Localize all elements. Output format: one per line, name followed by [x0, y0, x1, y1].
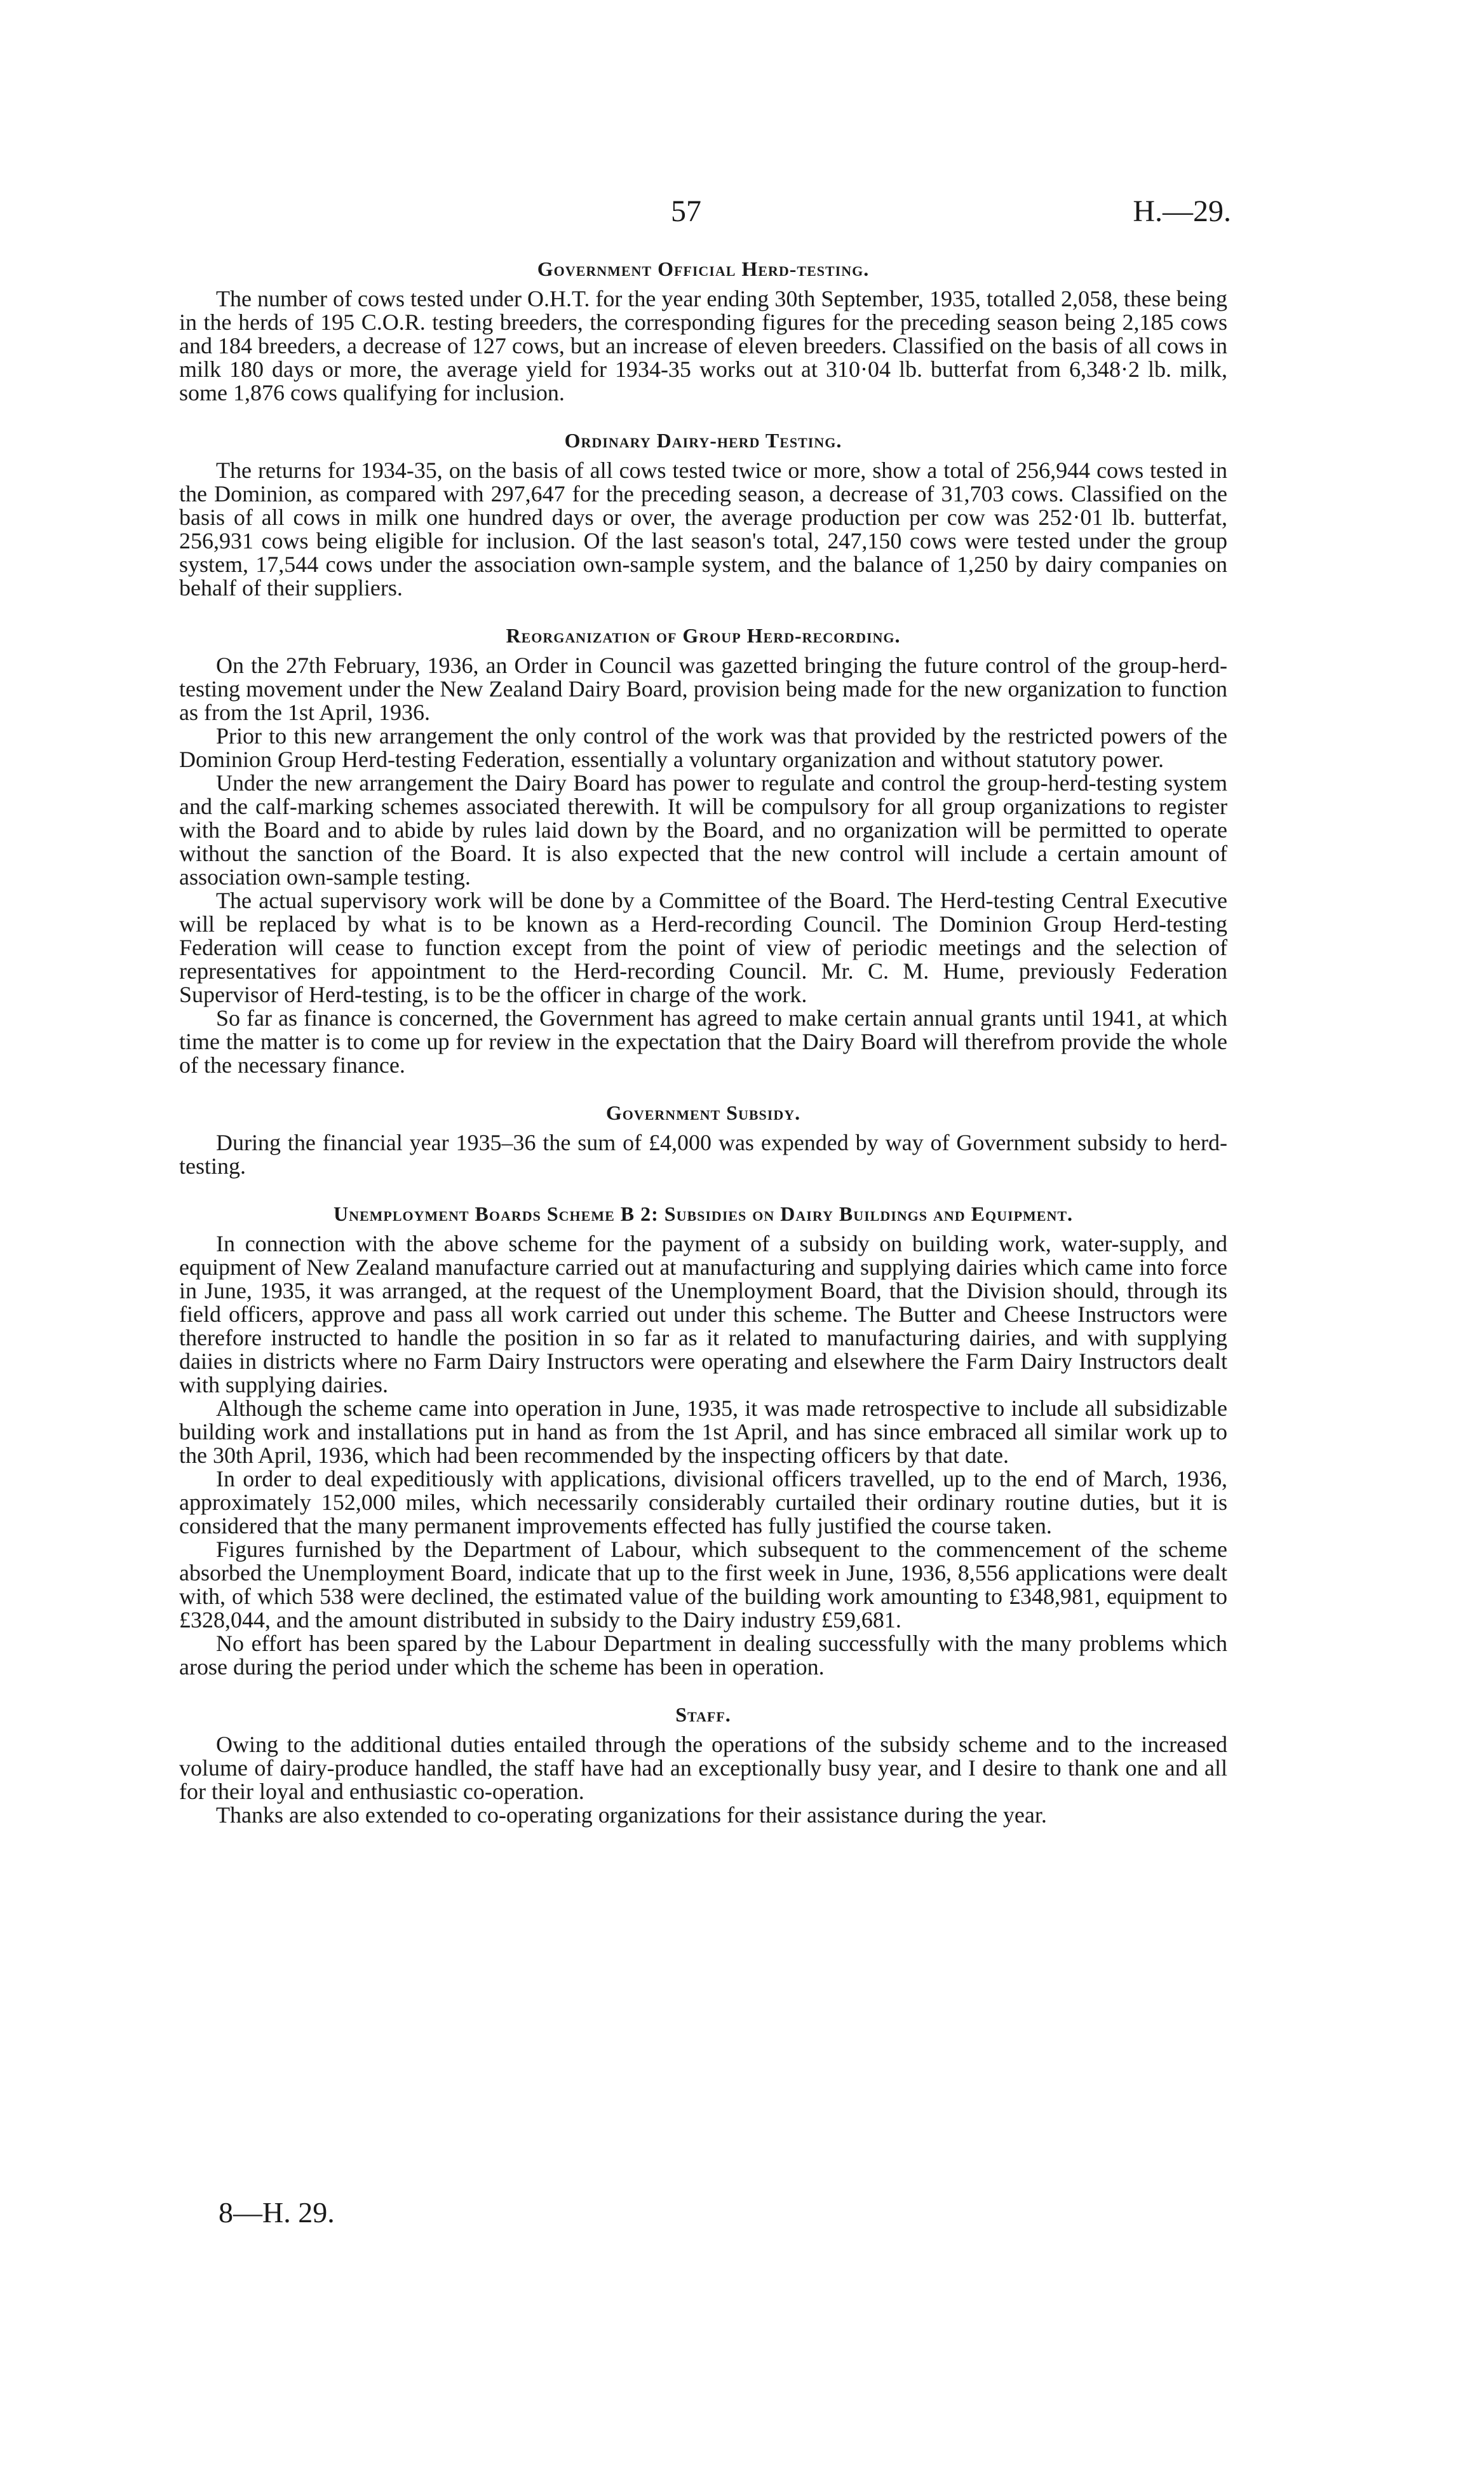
paragraph: Under the new arrangement the Dairy Board has power to regulate and control the group-herd-testing system and the calf-marking schemes associated therewith. It will be compulsory for all group organizations to register with the Board and to abide by rules laid down by the Board, and no organization will be permitted to operate without the sanction of the Board. It is also expected that the new control will include a certain amount of association own-sample testing. [179, 770, 1227, 890]
paragraph: No effort has been spared by the Labour Department in dealing successfully with the many problems which arose during the period under which the scheme has been in operation. [179, 1631, 1227, 1680]
section-reorganization-group-herd-recording [179, 624, 1227, 1077]
paragraph: Figures furnished by the Department of Labour, which subsequent to the commencement of the scheme absorbed the Unemployment Board, indicate that up to the first week in June, 1936, 8,556 applications were dealt with, of which 538 were declined, the estimated value of the building work amounting to £348,981, equipment to £328,044, and the amount distributed in subsidy to the Dairy industry £59,681. [179, 1537, 1227, 1633]
section-heading: Government Official Herd-testing. [537, 257, 870, 280]
paragraph: The returns for 1934-35, on the basis of all cows tested twice or more, show a total of 256,944 cows tested in the Dominion, as compared with 297,647 for the preceding season, a decrease of 31,703 cows. Classified on the basis of all cows in milk one hundred days or over, the average production per cow was 252·01 lb. butterfat, 256,931 cows being eligible for inclusion. Of the last season's total, 247,150 cows were tested under the group system, 17,544 cows under the association own-sample system, and the balance of 1,250 by dairy companies on behalf of their suppliers. [179, 458, 1227, 601]
section-government-official-herd-testing [179, 257, 1227, 405]
paragraph: The actual supervisory work will be done by a Committee of the Board. The Herd-testing Central Executive will be replaced by what is to be known as a Herd-recording Council. The Dominion Group Herd-testing Federation will cease to function except from the point of view of periodic meetings and the selection of representatives for appointment to the Herd-recording Council. Mr. C. M. Hume, previously Federation Supervisor of Herd-testing, is to be the officer in charge of the work. [179, 888, 1227, 1007]
section-government-subsidy [179, 1101, 1227, 1178]
paragraph: In connection with the above scheme for the payment of a subsidy on building work, water-supply, and equipment of New Zealand manufacture carried out at manufacturing and supplying dairies which came into force in June, 1935, it was arranged, at the request of the Unemployment Board, that the Division should, through its field officers, approve and pass all work carried out under this scheme. The Butter and Cheese Instructors were therefore instructed to handle the position in so far as it related to manufacturing dairies, and with supplying daiies in districts where no Farm Dairy Instructors were operating and elsewhere the Farm Dairy Instructors dealt with supplying dairies. [179, 1231, 1227, 1397]
document-reference: H.—29. [1133, 194, 1231, 228]
section-heading: Ordinary Dairy-herd Testing. [564, 429, 842, 452]
section-heading: Government Subsidy. [605, 1101, 801, 1124]
section-ordinary-dairy-herd-testing [179, 429, 1227, 600]
paragraph: Although the scheme came into operation in June, 1935, it was made retrospective to include all subsidizable building work and installations put in hand as from the 1st April, and has since embraced all similar work up to the 30th April, 1936, which had been recommended by the inspecting officers by that date. [179, 1395, 1227, 1468]
page-number: 57 [671, 194, 701, 228]
paragraph: Prior to this new arrangement the only control of the work was that provided by the restricted powers of the Dominion Group Herd-testing Federation, essentially a voluntary organization and without statutory power. [179, 723, 1227, 772]
section-heading: Reorganization of Group Herd-recording. [506, 624, 901, 647]
paragraph: Thanks are also extended to co-operating organizations for their assistance during the year. [216, 1802, 1047, 1828]
document-body [179, 257, 1227, 1827]
section-heading: Staff. [675, 1703, 731, 1726]
section-staff [179, 1703, 1227, 1827]
footer-reference: 8—H. 29. [219, 2196, 335, 2229]
section-heading: Unemployment Boards Scheme B 2: Subsidies on Dairy Buildings and Equipment. [333, 1202, 1074, 1225]
paragraph: On the 27th February, 1936, an Order in Council was gazetted bringing the future control of the group-herd-testing movement under the New Zealand Dairy Board, provision being made for the new organization to function as from the 1st April, 1936. [179, 653, 1227, 725]
paragraph: Owing to the additional duties entailed through the operations of the subsidy scheme and to the increased volume of dairy-produce handled, the staff have had an exceptionally busy year, and I desire to thank one and all for their loyal and enthusiastic co-operation. [179, 1732, 1227, 1804]
section-unemployment-boards-scheme [179, 1202, 1227, 1679]
paragraph: During the financial year 1935–36 the sum of £4,000 was expended by way of Government subsidy to herd-testing. [179, 1130, 1227, 1179]
paragraph: So far as finance is concerned, the Government has agreed to make certain annual grants until 1941, at which time the matter is to come up for review in the expectation that the Dairy Board will therefrom provide the whole of the necessary finance. [179, 1005, 1227, 1078]
paragraph: In order to deal expeditiously with applications, divisional officers travelled, up to the end of March, 1936, approximately 152,000 miles, which necessarily considerably curtailed their ordinary routine duties, but it is considered that the many permanent improvements effected has fully justified the course taken. [179, 1466, 1227, 1538]
paragraph: The number of cows tested under O.H.T. for the year ending 30th September, 1935, totalled 2,058, these being in the herds of 195 C.O.R. testing breeders, the corresponding figures for the preceding season being 2,185 cows and 184 breeders, a decrease of 127 cows, but an increase of eleven breeders. Classified on the basis of all cows in milk 180 days or more, the average yield for 1934-35 works out at 310·04 lb. butterfat from 6,348·2 lb. milk, some 1,876 cows qualifying for inclusion. [179, 286, 1227, 405]
